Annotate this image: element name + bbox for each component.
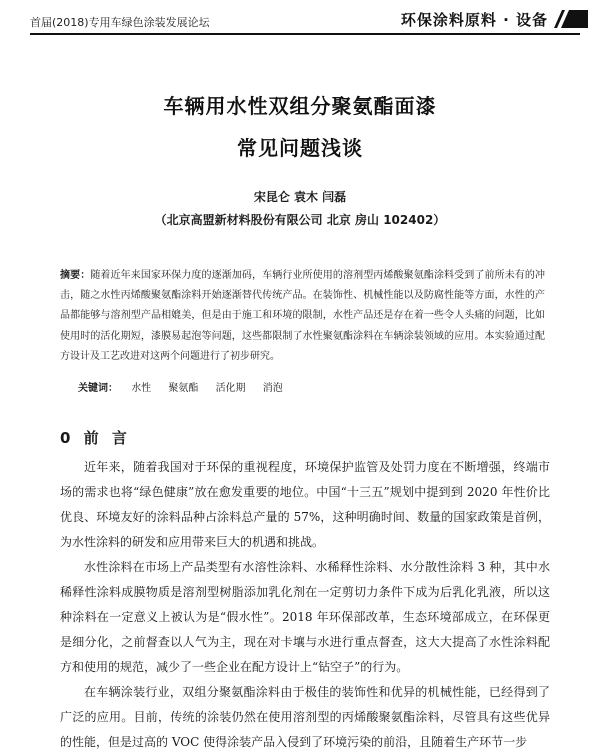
article-title-line-1: 车辆用水性双组分聚氨酯面漆	[163, 94, 437, 118]
keyword: 活化期	[215, 383, 246, 394]
keyword: 聚氨酯	[168, 383, 199, 394]
page-header	[0, 0, 600, 36]
keywords-label: 关键词：	[78, 383, 118, 394]
forum-name: 首届(2018)专用车绿色涂装发展论坛	[30, 16, 210, 29]
header-rule	[30, 33, 580, 35]
abstract	[60, 266, 545, 367]
abstract-label: 摘要：	[60, 270, 91, 281]
affiliation: （北京高盟新材料股份有限公司 北京 房山 102402）	[154, 213, 446, 227]
paragraph: 在车辆涂装行业，双组分聚氨酯涂料由于极佳的装饰性和优异的机械性能，已经得到了广泛的应用。目前，传统的涂装仍然在使用溶剂型的丙烯酸聚氨酯涂料，尽管具有这些优异的性能，但是过高的 VOC 使得涂装产品入侵到了环境污染的前沿，且随着生产环节一步	[60, 685, 550, 749]
section-body	[60, 455, 550, 755]
paragraph: 近年来，随着我国对于环保的重视程度，环境保护监管及处罚力度在不断增强，终端市场的需求也将“绿色健康”放在愈发重要的地位。中国“十三五”规划中提到到 2020 年性价比优良、环境友好的涂料品种占涂料总产量的 57%，这种明确时间、数量的国家政策是首例，为水性涂料的研发和应用带来巨大的机遇和挑战。	[60, 460, 550, 549]
column-title: 环保涂料原料 · 设备	[400, 11, 548, 29]
keyword: 消泡	[262, 383, 283, 394]
keyword: 水性	[131, 383, 152, 394]
article-title-line-2: 常见问题浅谈	[237, 136, 363, 160]
slash-bars-icon	[552, 10, 588, 28]
abstract-text: 随着近年来国家环保力度的逐渐加码，车辆行业所使用的溶剂型丙烯酸聚氨酯涂料受到了前所未有的冲击，随之水性丙烯酸聚氨酯涂料开始逐渐替代传统产品。在装饰性、机械性能以及防腐性能等方面，水性的产品都能够与溶剂型产品相媲美，但是由于施工和环境的限制，水性产品还是存在着一些令人头痛的问题，比如使用时的活化期短，漆膜易起泡等问题，这些都限制了水性聚氨酯涂料在车辆涂装领域的应用。本实验通过配方设计及工艺改进对这两个问题进行了初步研究。	[60, 270, 546, 362]
authors: 宋昆仑 袁木 闫磊	[253, 190, 347, 204]
keywords	[78, 379, 297, 394]
section-heading: 0 前 言	[60, 429, 131, 447]
paragraph: 水性涂料在市场上产品类型有水溶性涂料、水稀释性涂料、水分散性涂料 3 种，其中水稀释性涂料成膜物质是溶剂型树脂添加乳化剂在一定剪切力条件下成为后乳化乳液，所以这种涂料在一定意义上被认为是“假水性”。2018 年环保部改革，生态环境部成立，在环保更是细分化，之前督查以人气为主，现在对卡壤与水进行重点督查，这大大提高了水性涂料配方和使用的规范，减少了一些企业在配方设计上“钻空子”的行为。	[60, 560, 550, 674]
